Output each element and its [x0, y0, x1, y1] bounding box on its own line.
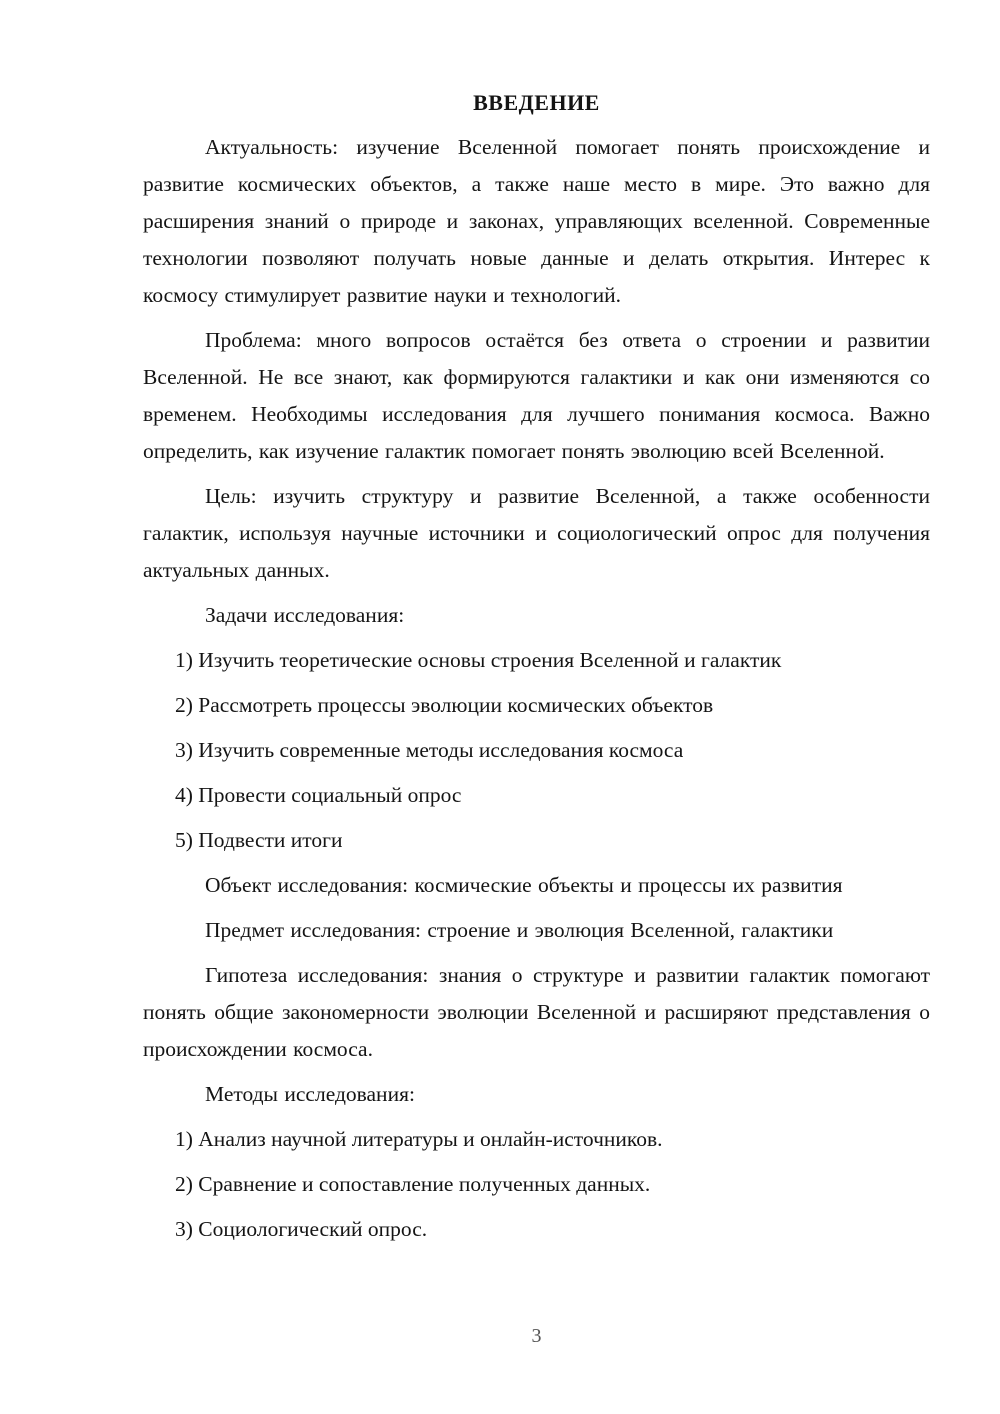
page-number: 3 — [531, 1325, 542, 1347]
list-item: 1) Изучить теоретические основы строения Вселенной и галактик — [175, 648, 782, 672]
list-item: 5) Подвести итоги — [175, 828, 343, 852]
paragraph-relevance: Актуальность: изучение Вселенной помогает понять происхождение и развитие космических объектов, а также наше место в мире. Это важно для расширения знаний о природе и законах, управляющих вселенной. Современные технологии позволяют получать новые данные и делать открытия. Интерес к космосу стимулирует развитие науки и технологий. — [143, 135, 930, 307]
methods-list — [143, 1121, 930, 1248]
paragraph-problem: Проблема: много вопросов остаётся без ответа о строении и развитии Вселенной. Не все знают, как формируются галактики и как они изменяются со временем. Необходимы исследования для лучшего понимания космоса. Важно определить, как изучение галактик помогает понять эволюцию всей Вселенной. — [143, 328, 930, 463]
paragraph-object: Объект исследования: космические объекты и процессы их развития — [205, 873, 843, 897]
paragraph-subject: Предмет исследования: строение и эволюция Вселенной, галактики — [205, 918, 834, 942]
paragraph-hypothesis: Гипотеза исследования: знания о структуре и развитии галактик помогают понять общие закономерности эволюции Вселенной и расширяют представления о происхождении космоса. — [143, 963, 930, 1061]
page-title: ВВЕДЕНИЕ — [473, 90, 600, 115]
list-item: 4) Провести социальный опрос — [175, 783, 462, 807]
list-item: 2) Рассмотреть процессы эволюции космических объектов — [175, 693, 714, 717]
list-item: 3) Социологический опрос. — [175, 1217, 428, 1241]
tasks-heading: Задачи исследования: — [205, 603, 405, 627]
methods-heading: Методы исследования: — [205, 1082, 415, 1106]
paragraph-goal: Цель: изучить структуру и развитие Вселенной, а также особенности галактик, используя научные источники и социологический опрос для получения актуальных данных. — [143, 484, 930, 582]
list-item: 3) Изучить современные методы исследования космоса — [175, 738, 684, 762]
tasks-list — [143, 642, 930, 859]
list-item: 1) Анализ научной литературы и онлайн-источников. — [175, 1127, 663, 1151]
list-item: 2) Сравнение и сопоставление полученных данных. — [175, 1172, 651, 1196]
